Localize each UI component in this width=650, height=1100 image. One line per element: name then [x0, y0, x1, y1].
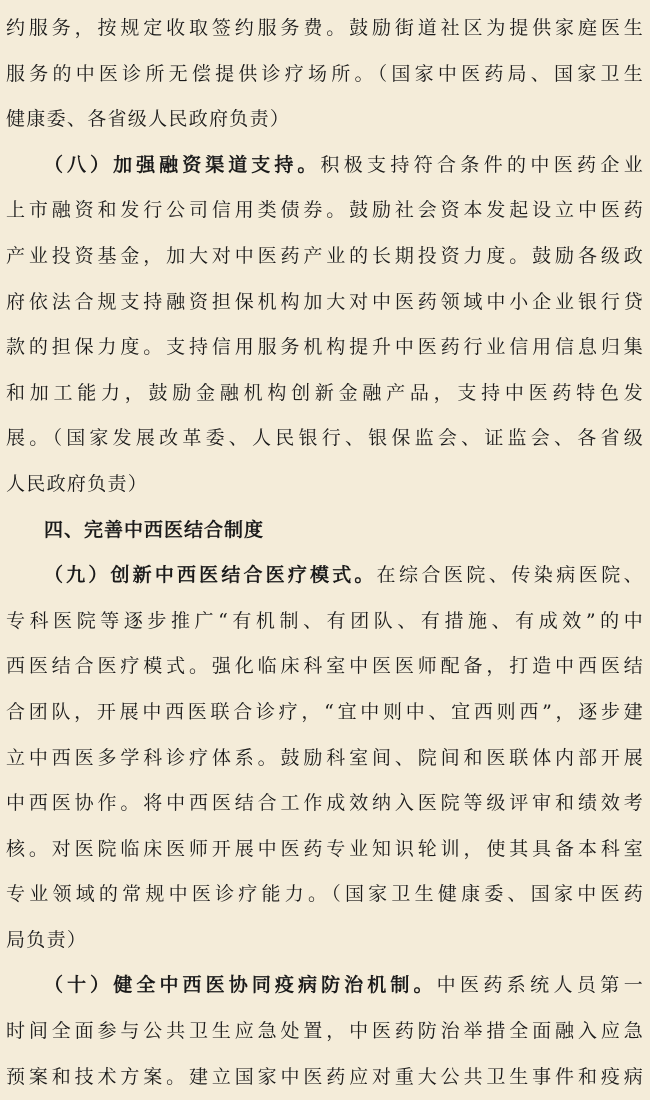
text-line: 产业投资基金，加大对中医药产业的长期投资力度。鼓励各级政: [6, 244, 644, 267]
text-span: 在综合医院、传染病医院、: [376, 564, 644, 587]
text-line: 服务的中医诊所无偿提供诊疗场所。（国家中医药局、国家卫生: [6, 62, 644, 85]
text-span: 积极支持符合条件的中医药企业: [320, 153, 644, 176]
text-line: 中西医协作。将中西医结合工作成效纳入医院等级评审和绩效考: [6, 792, 644, 815]
section-9-title: （九）创新中西医结合医疗模式。: [44, 564, 377, 587]
text-line: 人民政府负责）: [6, 472, 149, 495]
text-line: 府依法合规支持融资担保机构加大对中医药领域中小企业银行贷: [6, 290, 644, 313]
paragraph-10-first-line: [6, 963, 644, 1009]
text-line: 和加工能力，鼓励金融机构创新金融产品，支持中医药特色发: [6, 381, 644, 404]
section-heading: 四、完善中西医结合制度: [44, 518, 265, 541]
text-line: 西医结合医疗模式。强化临床科室中医医师配备，打造中西医结: [6, 655, 644, 678]
text-line: 专科医院等逐步推广“有机制、有团队、有措施、有成效”的中: [6, 609, 644, 632]
text-line: 款的担保力度。支持信用服务机构提升中医药行业信用信息归集: [6, 336, 644, 359]
text-line: 合团队，开展中西医联合诊疗，“宜中则中、宜西则西”，逐步建: [6, 700, 644, 723]
text-span: 中医药系统人员第一: [436, 974, 644, 997]
text-line: 立中西医多学科诊疗体系。鼓励科室间、院间和医联体内部开展: [6, 746, 644, 769]
text-line: 局负责）: [6, 928, 88, 951]
section-8-title: （八）加强融资渠道支持。: [44, 153, 321, 176]
text-line: 上市融资和发行公司信用类债券。鼓励社会资本发起设立中医药: [6, 199, 644, 222]
text-line: 展。（国家发展改革委、人民银行、银保监会、证监会、各省级: [6, 427, 644, 450]
text-line: 专业领域的常规中医诊疗能力。（国家卫生健康委、国家中医药: [6, 883, 644, 906]
paragraph-8-first-line: [6, 143, 644, 189]
text-line: 健康委、各省级人民政府负责）: [6, 108, 291, 131]
section-10-title: （十）健全中西医协同疫病防治机制。: [44, 974, 437, 997]
text-line: 预案和技术方案。建立国家中医药应对重大公共卫生事件和疫病: [6, 1065, 644, 1088]
text-line: 核。对医院临床医师开展中医药专业知识轮训，使其具备本科室: [6, 837, 644, 860]
paragraph-9-first-line: [6, 553, 644, 599]
text-line: 时间全面参与公共卫生应急处置，中医药防治举措全面融入应急: [6, 1020, 644, 1043]
text-line: 约服务，按规定收取签约服务费。鼓励街道社区为提供家庭医生: [6, 17, 644, 39]
